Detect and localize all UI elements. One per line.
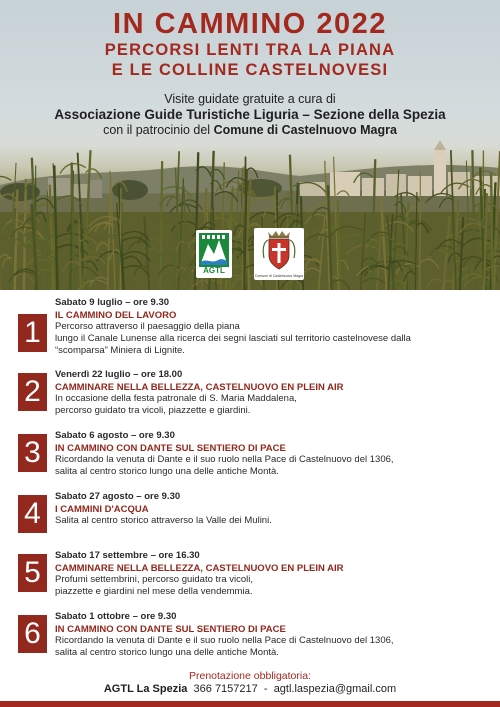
event-title: IN CAMMINO CON DANTE SUL SENTIERO DI PACE xyxy=(55,443,286,454)
event-description-line: “scomparsa” Miniera di Lignite. xyxy=(55,345,185,356)
event-description-line: salita al centro storico lungo una delle antiche Montà. xyxy=(55,647,279,658)
event-description xyxy=(55,393,485,417)
event-title: IL CAMMINO DEL LAVORO xyxy=(55,310,177,321)
patronage-line xyxy=(0,123,500,137)
booking-org-name: AGTL La Spezia xyxy=(103,683,188,695)
event-title: IN CAMMINO CON DANTE SUL SENTIERO DI PACE xyxy=(55,624,286,635)
event-description-line: salita al centro storico lungo una delle antiche Montà. xyxy=(55,466,279,477)
event-description-line: Profumi settembrini, percorso guidato tra vicoli, xyxy=(55,574,253,585)
patronage-prefix: con il patrocinio del xyxy=(103,123,214,137)
event-title: CAMMINARE NELLA BELLEZZA, CASTELNUOVO EN PLEIN AIR xyxy=(55,382,344,393)
poster-subtitle-line-1: PERCORSI LENTI TRA LA PIANA xyxy=(104,41,396,59)
event-title: CAMMINARE NELLA BELLEZZA, CASTELNUOVO EN PLEIN AIR xyxy=(55,563,344,574)
hero-section xyxy=(0,0,500,290)
event-date: Sabato 1 ottobre – ore 9.30 xyxy=(55,611,177,622)
comune-logo-caption: Comune di Castelnuovo Magra xyxy=(254,274,304,278)
agtl-logo-caption: AGTL xyxy=(203,266,225,275)
event-number-badge: 6 xyxy=(18,615,47,653)
event-description-line: Salita al centro storico attraverso la Valle dei Mulini. xyxy=(55,515,272,526)
event-date: Sabato 6 agosto – ore 9.30 xyxy=(55,430,175,441)
event-number-badge: 4 xyxy=(18,495,47,533)
event-description-line: Ricordando la venuta di Dante e il suo ruolo nella Pace di Castelnuovo del 1306, xyxy=(55,454,394,465)
event-date: Sabato 27 agosto – ore 9.30 xyxy=(55,491,181,502)
event-number-badge: 3 xyxy=(18,434,47,472)
booking-label: Prenotazione obbligatoria: xyxy=(188,670,311,682)
event-number-badge: 2 xyxy=(18,373,47,411)
event-description xyxy=(55,574,485,598)
event-description xyxy=(55,454,485,478)
event-date: Venerdì 22 luglio – ore 18.00 xyxy=(55,369,183,380)
event-description xyxy=(55,321,485,357)
event-date: Sabato 17 settembre – ore 16.30 xyxy=(55,550,200,561)
event-description-line: lungo il Canale Lunense alla ricerca dei segni lasciati sul territorio castelnovese dalla xyxy=(55,333,411,344)
patronage-comune: Comune di Castelnuovo Magra xyxy=(213,123,397,137)
event-title: I CAMMINI D'ACQUA xyxy=(55,504,149,515)
event-date: Sabato 9 luglio – ore 9.30 xyxy=(55,297,170,308)
poster-title: IN CAMMINO 2022 xyxy=(113,8,387,40)
bottom-bar xyxy=(0,701,500,707)
comune-crest-icon xyxy=(254,228,304,272)
event-description xyxy=(55,515,485,527)
event-description-line: piazzette e giardini nel mese della vendemmia. xyxy=(55,586,253,597)
event-description xyxy=(55,635,485,659)
event-number-badge: 1 xyxy=(18,314,47,352)
agtl-logo-icon xyxy=(196,230,232,270)
event-description-line: Percorso attraverso il paesaggio della piana xyxy=(55,321,240,332)
event-description-line: In occasione della festa patronale di S. Maria Maddalena, xyxy=(55,393,297,404)
booking-separator: - xyxy=(263,683,268,695)
poster-subtitle-line-2: E LE COLLINE CASTELNOVESI xyxy=(111,61,389,79)
booking-contacts xyxy=(0,683,500,695)
comune-logo xyxy=(254,228,304,280)
booking-email[interactable]: agtl.laspezia@gmail.com xyxy=(273,683,397,695)
event-description-line: Ricordando la venuta di Dante e il suo ruolo nella Pace di Castelnuovo del 1306, xyxy=(55,635,394,646)
agtl-logo xyxy=(196,230,232,278)
event-number-badge: 5 xyxy=(18,554,47,592)
event-description-line: percorso guidato tra vicoli, piazzette e giardini. xyxy=(55,405,251,416)
organizer-name: Associazione Guide Turistiche Liguria – Sezione della Spezia xyxy=(54,107,446,122)
intro-line: Visite guidate gratuite a cura di xyxy=(164,92,336,106)
booking-phone[interactable]: 366 7157217 xyxy=(193,683,258,695)
